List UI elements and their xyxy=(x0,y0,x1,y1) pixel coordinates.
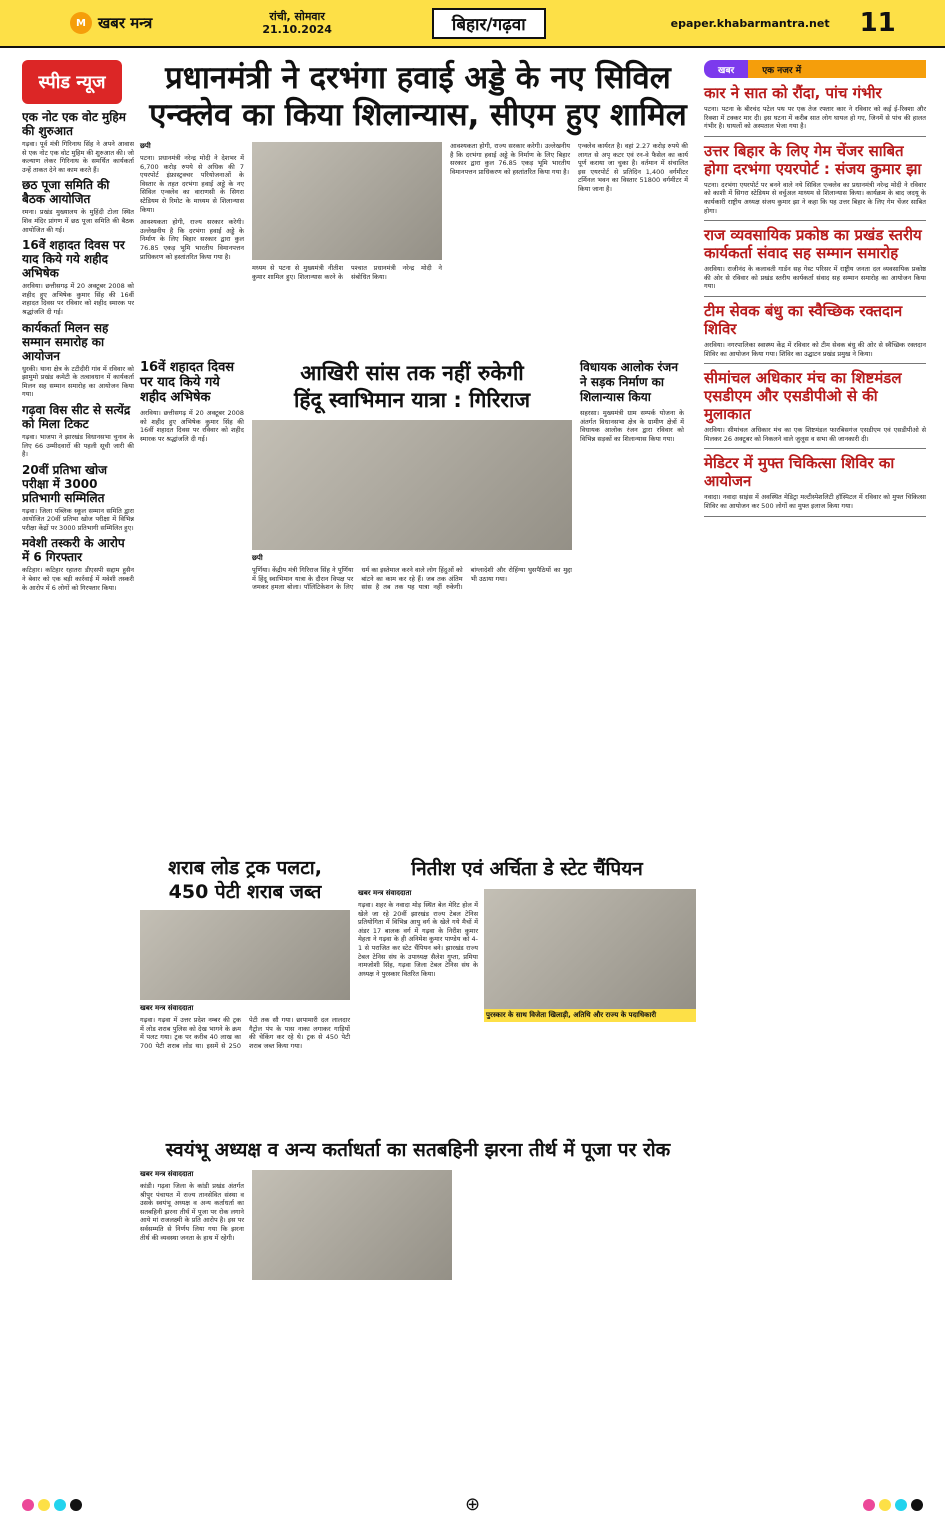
color-dot xyxy=(54,1499,66,1511)
truck-headline-line-2: 450 पेटी शराब जब्त xyxy=(168,881,322,903)
jharna-body: कांडी। गढ़वा जिला के कांडी प्रखंड अंतर्गत श्रीपुर पंचायत में राज्य तानसेवित संस्था व उसके स्वयंभू अध्यक्ष व अन्य कर्ताधर्ता का सतबहिनी झरना तीर्थ में पूजा पर रोक लगाने आये मां राजलक्ष्मी के प्रति आरोप है। इस पर सर्वसम्मति से निर्णय लिया गया कि झरना तीर्थ की व्यवस्था जनता के हाथ में रहेगी। xyxy=(140,1182,244,1242)
third-row xyxy=(140,856,696,1131)
lead-body-b: मध्यम से पटना से मुख्यमंत्री नीतीश कुमार शामिल हुए। शिलान्यास करने के पश्चात प्रधानमंत्री नरेन्द्र मोदी ने संबोधित किया। xyxy=(252,264,442,281)
left-column xyxy=(22,60,134,1485)
masthead xyxy=(0,0,945,48)
martyr-body: अरविया। छत्तीसगढ़ में 20 अक्टूबर 2008 को शहीद हुए अभिषेक कुमार सिंह की 16वीं शहादत दिवस पर रविवार को शहीद स्मारक पर श्रद्धांजलि दी गई। xyxy=(140,409,244,443)
right-news-body: पटना। पटना के बीरचंद पटेल पथ पर एक तेज रफ्तार कार ने रविवार को कई ई-रिक्शा और रिक्शा में टक्कर मार दी। इस घटना में करीब सात लोग घायल हो गए, जिनमें से पांच की हालत गंभीर है। घायलों को अस्पताल भेजा गया है। xyxy=(704,105,926,131)
chess-headline: नितीश एवं अर्चिता डे स्टेट चैंपियन xyxy=(411,858,643,880)
yatra-body: पूर्णिया। केंद्रीय मंत्री गिरिराज सिंह ने पूर्णिया में हिंदू स्वाभिमान यात्रा के दौरान विपक्ष पर जमकर हमला बोला। पॉलिटिकेशन के लिए धर्म का इस्तेमाल करने वाले लोग हिंदुओं को बांटने का काम कर रहे हैं। जब तक अंतिम सांस है तब तक यह यात्रा नहीं रुकेगी। बांग्लादेशी और रोहिंग्या घुसपैठियों का मुद्दा भी उठाया गया। xyxy=(252,566,572,592)
right-news-body: अरविया। नगरपालिका स्वास्थ्य केंद्र में रविवार को टीम सेवक बंधु की ओर से स्वैच्छिक रक्तदान शिविर का आयोजन किया गया। शिविर का उद्घाटन प्रखंड प्रमुख ने किया। xyxy=(704,340,926,358)
jharna-byline: खबर मन्त्र संवाददाता xyxy=(140,1170,194,1178)
divider xyxy=(704,516,926,517)
divider xyxy=(704,296,926,297)
yatra-headline-line-1: आखिरी सांस तक नहीं रुकेगी xyxy=(300,361,524,385)
yatra-story xyxy=(252,360,572,850)
left-news-title: 20वीं प्रतिभा खोज परीक्षा में 3000 प्रतिभागी सम्मिलित xyxy=(22,462,107,505)
left-news-list xyxy=(22,110,134,592)
color-dot xyxy=(22,1499,34,1511)
lead-body-a: पटना। प्रधानमंत्री नरेन्द्र मोदी ने देशभर में 6,700 करोड़ रुपये से अधिक की 7 एयरपोर्ट इंफ्रास्ट्रक्चर परियोजनाओं के विस्तार के तहत दरभंगा हवाई अड्डे के नए सिविल एन्क्लेव का वाराणसी के सिगरा स्टेडियम से रिमोट के माध्यम से शिलान्यास किया। xyxy=(140,154,244,214)
color-dot xyxy=(70,1499,82,1511)
left-news-body: गढ़वा। जिला पब्लिक स्कूल सम्मान समिति द्वारा आयोजित 20वीं प्रतिभा खोज परीक्षा में विभिन्न परीक्षा केंद्रों पर 3000 प्रतिभागी सम्मिलित हुए। xyxy=(22,506,134,532)
logo-icon: M xyxy=(70,12,92,34)
lead-photo xyxy=(252,142,442,260)
issue-date: 21.10.2024 xyxy=(262,23,332,36)
section-title: बिहार/गढ़वा xyxy=(432,8,546,39)
truck-body: गढ़वा। गढ़वा में उत्तर प्रदेश नम्बर की ट्रक में लोड शराब पुलिस को देख भागने के क्रम में पलट गया। ट्रक पर करीब 40 लाख का 700 पेटी शराब लोड था। इसमें से 250 पेटी तक सौ गया। छापामारी दल लालदार गैट्रोल पंप के पास नाका लगाकर गाड़ियों की चेकिंग कर रहे थे। ट्रक से 450 पेटी शराब जब्त किया गया। xyxy=(140,1016,350,1050)
color-dot xyxy=(911,1499,923,1511)
ek-nazar-tag-b: एक नजर में xyxy=(748,60,926,78)
city-day: रांची, सोमवार xyxy=(269,10,325,23)
yatra-photo xyxy=(252,420,572,550)
right-column xyxy=(704,60,926,522)
martyr-story xyxy=(140,360,244,850)
color-dots-left xyxy=(22,1499,82,1511)
truck-headline xyxy=(140,856,350,904)
divider xyxy=(704,363,926,364)
lead-col-2 xyxy=(252,142,442,352)
lead-body-d: एन्क्लेव कार्यरत है। वहां 2.27 करोड़ रुपये की लागत से अपृ कटर एवं रन-वे फैसेल का कार्य पूर्ण कराया जा चुका है। वर्तमान में संचालित इस एयरपोर्ट से प्रतिदिन 1,400 वर्गमीटर टर्मिनल भवन का विस्तार 51800 वर्गमीटर में किया जाना है। xyxy=(578,142,688,193)
mla-story xyxy=(580,360,684,850)
main-area xyxy=(140,60,696,1280)
left-news-body: गढ़वा। भाजपा ने झारखंड विधानसभा चुनाव के लिए 66 उम्मीदवारों की पहली सूची जारी की है। xyxy=(22,432,134,459)
yatra-byline: छपी xyxy=(252,554,263,562)
color-dots-right xyxy=(863,1499,923,1511)
divider xyxy=(704,220,926,221)
dateline xyxy=(262,10,332,36)
lead-story xyxy=(140,142,696,352)
right-news-body: अरविया। सीमांचल अधिकार मंच का एक शिष्टमंडल फारबिसगंज एसडीएम एवं एसडीपीओ से मिलकर 26 अक्टूबर को निकलने वाले जुलूस व सभा की जानकारी दी। xyxy=(704,426,926,443)
color-dot xyxy=(895,1499,907,1511)
lead-byline: छपी xyxy=(140,142,151,150)
mla-body: सहरसा। मुख्यमंत्री ग्राम सम्पर्क योजना के अंतर्गत विधानसभा क्षेत्र के ग्रामीण क्षेत्रों में विधायक आलोक रंजन द्वारा रविवार को विभिन्न सड़कों का शिलान्यास किया गया। xyxy=(580,409,684,443)
lead-col-3 xyxy=(450,142,570,352)
right-news-title: उत्तर बिहार के लिए गेम चेंजर साबित होगा दरभंगा एयरपोर्ट : संजय कुमार झा xyxy=(704,141,922,178)
divider xyxy=(704,136,926,137)
second-row xyxy=(140,360,696,850)
left-news-title: 16वें शहादत दिवस पर याद किये गये शहीद अभिषेक xyxy=(22,238,125,281)
color-dot xyxy=(879,1499,891,1511)
truck-byline: खबर मन्त्र संवाददाता xyxy=(140,1004,194,1012)
truck-headline-line-1: शराब लोड ट्रक पलटा, xyxy=(168,857,322,879)
left-news-body: कटिहार। कटिहार रहातरा डीएसपी सद्दाम हुसैन ने बेवार को एक बड़ी कार्रवाई में मवेशी तस्करी के आरोप में 6 लोगों को गिरफ्तार किया। xyxy=(22,566,134,592)
right-news-body: नवादा। नवादा साइंस में अवस्थित मेडिट्रा मल्टीस्पेशलिटी हॉस्पिटल में रविवार को मुफ्त चिकित्सा शिविर का आयोजन कर 500 लोगों का मुफ्त इलाज किया गया। xyxy=(704,493,926,510)
chess-story xyxy=(358,856,696,1131)
site-link[interactable]: epaper.khabarmantra.net xyxy=(670,16,830,30)
jharna-headline: स्वयंभू अध्यक्ष व अन्य कर्ताधर्ता का सतबहिनी झरना तीर्थ में पूजा पर रोक xyxy=(165,1139,671,1161)
brand-name: खबर मन्त्र xyxy=(98,14,153,32)
yatra-headline xyxy=(252,360,572,414)
left-news-title: एक नोट एक वोट मुहिम की शुरुआत xyxy=(22,110,126,138)
color-dot xyxy=(863,1499,875,1511)
divider xyxy=(704,448,926,449)
left-news-title: मवेशी तस्करी के आरोप में 6 गिरफ्तार xyxy=(22,536,125,565)
registration-mark-icon: ⊕ xyxy=(464,1494,481,1515)
lead-col-4 xyxy=(578,142,688,352)
lead-headline xyxy=(140,60,696,134)
left-news-title: कार्यकर्ता मिलन सह सम्मान समारोह का आयोजन xyxy=(22,320,109,363)
right-news-title: राज व्यवसायिक प्रकोष्ठ का प्रखंड स्तरीय कार्यकर्ता संवाद सह सम्मान समारोह xyxy=(704,226,922,263)
left-news-title: गढ़वा विस सीट से सत्येंद्र को मिला टिकट xyxy=(22,402,131,431)
truck-story xyxy=(140,856,350,1131)
footer xyxy=(0,1492,945,1517)
right-news-title: मेडिटर में मुफ्त चिकित्सा शिविर का आयोजन xyxy=(704,454,895,491)
color-dot xyxy=(38,1499,50,1511)
right-news-body: पटना। दरभंगा एयरपोर्ट पर बनने वाले नये सिविल एन्क्लेव का प्रधानमंत्री नरेन्द्र मोदी ने रविवार को काशी में सिगरा स्टेडियम से वर्चुअल माध्यम से शिलान्यास किया। कार्यक्रम के बाद जदयू के कार्यकारी राष्ट्रीय अध्यक्ष संजय कुमार झा ने कहा कि यह उत्तर बिहार के लिए गेम चेंजर साबित होगा। xyxy=(704,180,926,215)
truck-photo xyxy=(140,910,350,1000)
right-news-title: टीम सेवक बंधु का स्वैच्छिक रक्तदान शिविर xyxy=(704,301,903,338)
left-news-body: धुरकी। थाना क्षेत्र के टटीदीरी गांव में रविवार को झामुमो प्रखंड कमेटी के तत्वावधान में कार्यकर्ता मिलन सह सम्मान समारोह का आयोजन किया गया। xyxy=(22,364,134,399)
mla-headline: विधायक आलोक रंजन ने सड़क निर्माण का शिलान्यास किया xyxy=(580,360,678,404)
lead-body-c: आवश्यकता होगी, राज्य सरकार करेगी। उल्लेखनीय है कि दरभंगा हवाई अड्डे के निर्माण के लिए बिहार सरकार द्वारा कुल 76.85 एकड़ भूमि भारतीय विमानपत्तन प्राधिकरण को हस्तांतरित किया गया है। xyxy=(450,142,570,176)
left-news-body: गढ़वा। पूर्व मंत्री गिरिनाथ सिंह ने अपने आवास से एक नोट एक वोट मुहिम की शुरुआत की। जो कल्याण लेकर गिरिनाथ के समर्थित कार्यकर्ता उन्हें ताकत देने का काम करते हैं। xyxy=(22,140,134,174)
ek-nazar-tag xyxy=(704,60,926,78)
right-news-title: कार ने सात को रौंदा, पांच गंभीर xyxy=(704,84,882,102)
right-news-body: अरविया। राजीनंद के कलावती गार्डन सह गेस्ट परिसर में राष्ट्रीय जनता दल व्यवसायिक प्रकोष्ठ की ओर से रविवार को प्रखंड स्तरीय कार्यकर्ता संवाद सह सम्मान समारोह का आयोजन किया गया। xyxy=(704,265,926,291)
lead-headline-line-2: एन्क्लेव का किया शिलान्यास, सीएम हुए शामिल xyxy=(149,97,687,133)
yatra-headline-line-2: हिंदू स्वाभिमान यात्रा : गिरिराज xyxy=(293,388,531,412)
lead-col-1 xyxy=(140,142,244,352)
left-news-title: छठ पूजा समिति की बैठक आयोजित xyxy=(22,178,110,207)
left-news-body: रमना। प्रखंड मुख्यालय के मुहिंदी टोला स्थित शिव मंदिर प्रांगण में छठ पूजा समिति की बैठक आयोजित की गई। xyxy=(22,208,134,234)
jharna-story xyxy=(140,1137,696,1280)
martyr-headline: 16वें शहादत दिवस पर याद किये गये शहीद अभिषेक xyxy=(140,360,235,405)
brand-logo xyxy=(70,12,152,34)
chess-photo xyxy=(484,889,696,1009)
chess-byline: खबर मन्त्र संवाददाता xyxy=(358,889,412,897)
page-number: 11 xyxy=(859,8,896,38)
lead-headline-line-1: प्रधानमंत्री ने दरभंगा हवाई अड्डे के नए सिविल xyxy=(165,60,671,96)
ek-nazar-tag-a: खबर xyxy=(704,60,748,78)
lead-body-a-cont: आवश्यकता होगी, राज्य सरकार करेगी। उल्लेखनीय है कि दरभंगा हवाई अड्डे के निर्माण के लिए बिहार सरकार द्वारा कुल 76.85 एकड़ भूमि भारतीय विमानपत्तन प्राधिकरण को हस्तांतरित किया गया है। xyxy=(140,218,244,261)
right-news-title: सीमांचल अधिकार मंच का शिष्टमंडल एसडीएम और एसडीपीओ से की मुलाकात xyxy=(704,369,902,424)
jharna-photo xyxy=(252,1170,452,1280)
chess-body: गढ़वा। शहर के नवादा मोड़ स्थित बेल मेरिट होल में खेले जा रहे 20वीं झारखंड राज्य टेबल टेनिस प्रतियोगिता में विभिन्न आयु वर्ग के खेले गये मैचों में अंडर 17 बालक वर्ग में गढ़वा के निरीश कुमार मेहता ने गढ़वा के ही अनिमेश कुमार पाण्डेय को 4-1 से पराजित कर स्टेट चैंपियन बने। झारखंड राज्य टेबल टेनिस संघ के उपाध्यक्ष सैलेश गुप्ता, प्रमिया नामजोशी सिंह, गढ़वा जिला टेबल टेनिस संघ के अध्यक्ष ने पुरस्कार वितरित किया। xyxy=(358,901,478,978)
chess-caption: पुरस्कार के साथ विजेता खिलाड़ी, अतिथि और राज्य के पदाधिकारी xyxy=(484,1009,696,1022)
left-news-body: अरविया। छत्तीसगढ़ में 20 अक्टूबर 2008 को शहीद हुए अभिषेक कुमार सिंह की 16वीं शहादत दिवस पर रविवार को शहीद स्मारक पर श्रद्धांजलि दी गई। xyxy=(22,282,134,316)
right-news-list xyxy=(704,84,926,517)
speed-news-badge: स्पीड न्यूज xyxy=(22,60,122,104)
